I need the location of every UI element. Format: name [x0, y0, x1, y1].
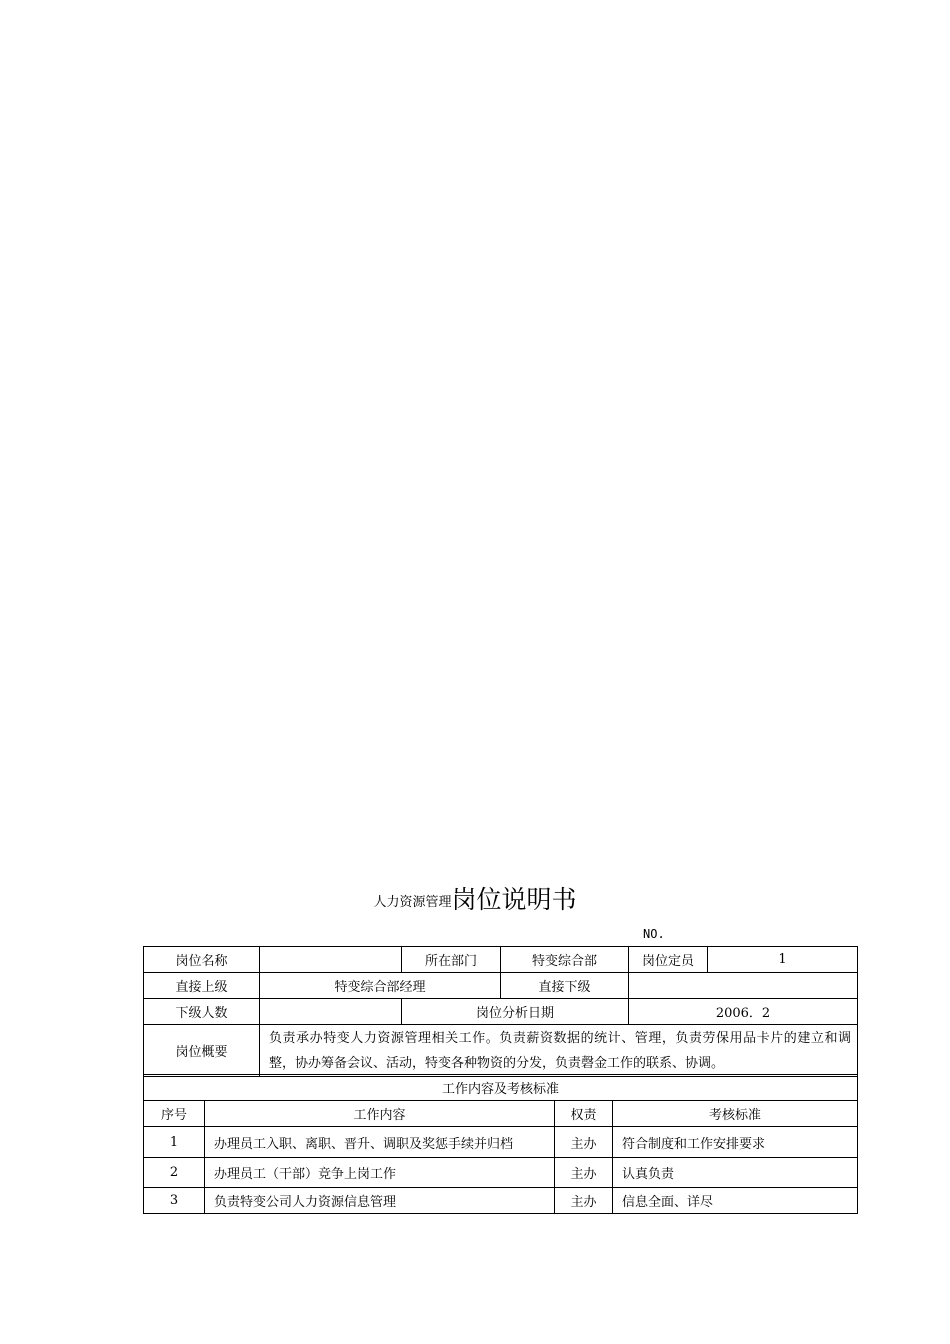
row-no: 3	[144, 1188, 205, 1214]
analysis-date-value: 2006．2	[629, 999, 858, 1025]
header-no: 序号	[144, 1101, 205, 1127]
row-no: 1	[144, 1127, 205, 1158]
row-standard: 符合制度和工作安排要求	[613, 1127, 858, 1158]
post-info-table	[143, 946, 858, 1077]
post-name-label: 岗位名称	[144, 947, 260, 973]
superior-label: 直接上级	[144, 973, 260, 999]
row-content: 办理员工（干部）竞争上岗工作	[205, 1158, 555, 1188]
row-no: 2	[144, 1158, 205, 1188]
table-row	[144, 1158, 858, 1188]
dept-label: 所在部门	[402, 947, 501, 973]
row-role: 主办	[555, 1188, 613, 1214]
analysis-date-label: 岗位分析日期	[402, 999, 629, 1025]
duties-table	[143, 1074, 858, 1214]
subordinate-label: 直接下级	[501, 973, 629, 999]
summary-text: 负责承办特变人力资源管理相关工作。负责薪资数据的统计、管理，负责劳保用品卡片的建立和调整，协办筹备会议、活动，特变各种物资的分发，负责磬金工作的联系、协调。	[260, 1025, 858, 1077]
post-name-value	[260, 947, 402, 973]
duties-section-title: 工作内容及考核标准	[144, 1075, 858, 1101]
table-row	[144, 1188, 858, 1214]
summary-label: 岗位概要	[144, 1025, 260, 1077]
row-content: 负责特变公司人力资源信息管理	[205, 1188, 555, 1214]
headcount-label: 岗位定员	[629, 947, 708, 973]
title-prefix: 人力资源管理	[373, 895, 452, 910]
header-role: 权责	[555, 1101, 613, 1127]
row-role: 主办	[555, 1127, 613, 1158]
subordinate-value	[629, 973, 858, 999]
row-role: 主办	[555, 1158, 613, 1188]
header-standard: 考核标准	[613, 1101, 858, 1127]
sub-count-label: 下级人数	[144, 999, 260, 1025]
row-standard: 认真负责	[613, 1158, 858, 1188]
title-main: 岗位说明书	[451, 885, 577, 914]
superior-value: 特变综合部经理	[260, 973, 501, 999]
table-row	[144, 1127, 858, 1158]
document-number-label: NO.	[643, 927, 665, 941]
row-content: 办理员工入职、离职、晋升、调职及奖惩手续并归档	[205, 1127, 555, 1158]
sub-count-value	[260, 999, 402, 1025]
row-standard: 信息全面、详尽	[613, 1188, 858, 1214]
header-content: 工作内容	[205, 1101, 555, 1127]
dept-value: 特变综合部	[501, 947, 629, 973]
document-title	[0, 880, 950, 916]
headcount-value: 1	[708, 947, 858, 973]
